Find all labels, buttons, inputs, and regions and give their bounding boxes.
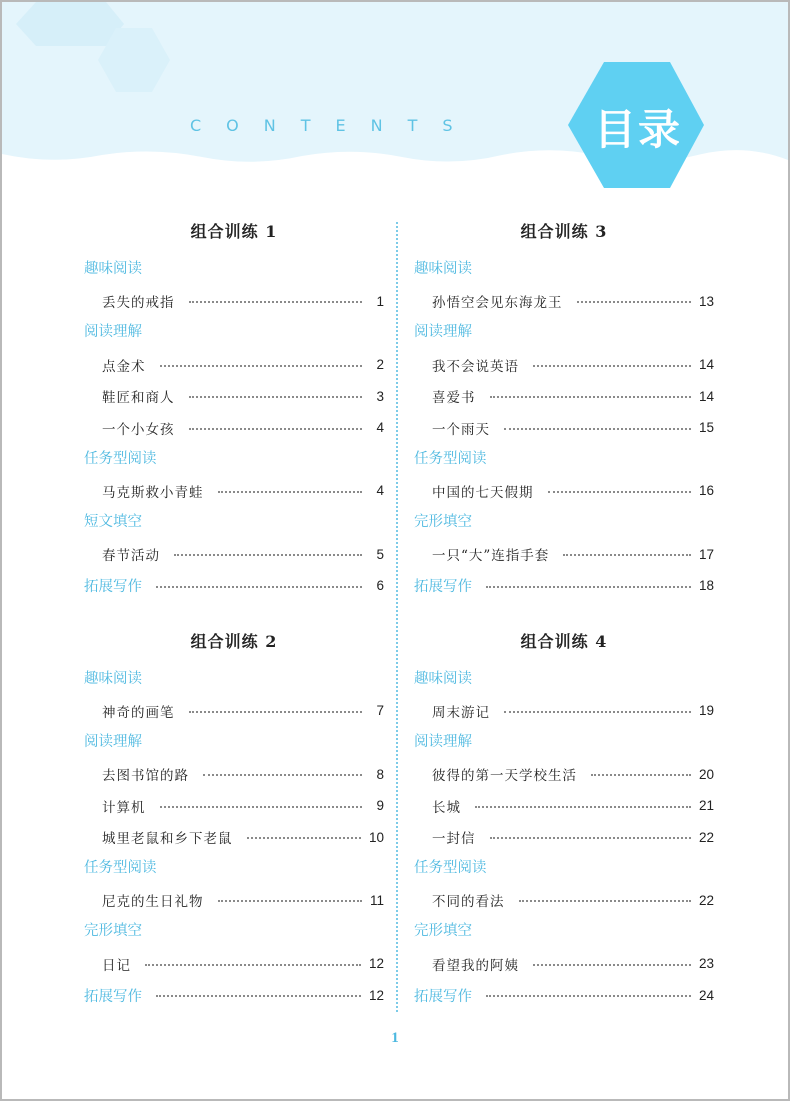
- dot-leader: [475, 806, 691, 808]
- entry-page-number: 18: [698, 578, 714, 594]
- toc-entry[interactable]: [84, 538, 384, 570]
- entry-title: 春节活动: [102, 548, 160, 565]
- section-heading: 阅读理解: [84, 324, 142, 341]
- section-heading: 阅读理解: [414, 324, 472, 341]
- section-heading: 趣味阅读: [84, 670, 142, 687]
- section-heading: 完形填空: [84, 923, 142, 940]
- entry-title: 日记: [102, 957, 131, 974]
- section-heading: 任务型阅读: [84, 450, 157, 467]
- toc-entry[interactable]: [414, 570, 714, 602]
- toc-entry[interactable]: [84, 790, 384, 822]
- entry-page-number: 11: [369, 892, 384, 908]
- entry-page-number: 3: [376, 388, 384, 404]
- section-heading: 趣味阅读: [84, 261, 142, 277]
- toc-left-column: [84, 210, 384, 1011]
- dot-leader: [189, 428, 363, 430]
- section-heading: 任务型阅读: [414, 860, 487, 877]
- toc-entry[interactable]: [84, 380, 384, 412]
- entry-title: 中国的七天假期: [432, 484, 534, 501]
- entry-title: 城里老鼠和乡下老鼠: [102, 831, 233, 848]
- entry-title: 喜爱书: [432, 390, 476, 407]
- group-title: 组合训练 2: [190, 631, 278, 651]
- section-heading: 任务型阅读: [414, 450, 487, 467]
- dot-leader: [504, 428, 691, 430]
- dot-leader: [156, 586, 362, 588]
- entry-title: 鞋匠和商人: [102, 390, 175, 407]
- dot-leader: [533, 964, 691, 966]
- entry-title: 点金术: [102, 358, 146, 375]
- dot-leader: [490, 396, 691, 398]
- dot-leader: [533, 365, 691, 367]
- entry-page-number: 15: [698, 420, 714, 436]
- entry-page-number: 10: [368, 829, 384, 845]
- entry-title: 彼得的第一天学校生活: [432, 768, 577, 785]
- entry-page-number: 17: [698, 546, 714, 562]
- group-title: 组合训练 4: [520, 631, 608, 651]
- entry-title: 尼克的生日礼物: [102, 894, 204, 911]
- entry-title: 一个小女孩: [102, 421, 175, 438]
- toc-entry[interactable]: [414, 412, 714, 444]
- toc-entry[interactable]: [414, 286, 714, 318]
- toc-entry[interactable]: [84, 286, 384, 318]
- column-divider: [396, 222, 398, 1012]
- section-heading: 完形填空: [414, 923, 472, 940]
- dot-leader: [591, 774, 691, 776]
- entry-title: 长城: [432, 799, 461, 816]
- toc-entry[interactable]: [414, 790, 714, 822]
- section-heading: 趣味阅读: [414, 670, 472, 687]
- section-heading: 阅读理解: [414, 733, 472, 750]
- entry-page-number: 16: [698, 483, 714, 499]
- entry-page-number: 21: [698, 798, 714, 814]
- header-banner: [2, 2, 788, 192]
- section-heading: 趣味阅读: [414, 261, 472, 277]
- entry-page-number: 4: [376, 420, 384, 436]
- toc-entry[interactable]: [84, 758, 384, 790]
- entry-title: 拓展写作: [84, 988, 142, 1005]
- dot-leader: [247, 837, 361, 839]
- dot-leader: [156, 995, 361, 997]
- entry-page-number: 19: [698, 703, 714, 719]
- entry-page-number: 12: [368, 956, 384, 972]
- dot-leader: [577, 301, 691, 303]
- dot-leader: [189, 301, 363, 303]
- toc-entry[interactable]: [414, 979, 714, 1011]
- contents-label: CONTENTS: [190, 116, 478, 135]
- entry-title: 不同的看法: [432, 894, 505, 911]
- entry-page-number: 14: [698, 388, 714, 404]
- dot-leader: [519, 900, 691, 902]
- toc-entry[interactable]: [84, 475, 384, 507]
- entry-title: 拓展写作: [414, 579, 472, 596]
- section-heading: 完形填空: [414, 513, 472, 530]
- entry-title: 看望我的阿姨: [432, 957, 519, 974]
- entry-page-number: 13: [698, 293, 714, 309]
- entry-title: 计算机: [102, 799, 146, 816]
- entry-title: 拓展写作: [84, 579, 142, 596]
- entry-page-number: 12: [368, 987, 384, 1003]
- dot-leader: [189, 711, 363, 713]
- toc-entry[interactable]: [414, 538, 714, 570]
- section-heading: 阅读理解: [84, 733, 142, 750]
- entry-page-number: 5: [376, 546, 384, 562]
- entry-title: 神奇的画笔: [102, 704, 175, 721]
- entry-title: 拓展写作: [414, 988, 472, 1005]
- dot-leader: [174, 554, 362, 556]
- toc-entry[interactable]: [414, 822, 714, 854]
- dot-leader: [504, 711, 691, 713]
- toc-entry[interactable]: [414, 380, 714, 412]
- toc-entry[interactable]: [414, 349, 714, 381]
- dot-leader: [160, 806, 363, 808]
- page-number: 1: [391, 1030, 399, 1046]
- toc-entry[interactable]: [84, 948, 384, 980]
- entry-page-number: 9: [376, 798, 384, 814]
- entry-title: 周末游记: [432, 704, 490, 721]
- toc-entry[interactable]: [84, 822, 384, 854]
- entry-page-number: 8: [376, 766, 384, 782]
- entry-page-number: 20: [698, 766, 714, 782]
- dot-leader: [486, 586, 691, 588]
- dot-leader: [203, 774, 362, 776]
- section-heading: 任务型阅读: [84, 860, 157, 877]
- toc-entry[interactable]: [84, 695, 384, 727]
- entry-title: 一只“大”连指手套: [432, 548, 550, 565]
- entry-title: 我不会说英语: [432, 358, 519, 375]
- toc-entry[interactable]: [84, 570, 384, 602]
- group-title: 组合训练 3: [520, 222, 608, 241]
- entry-page-number: 24: [698, 987, 714, 1003]
- toc-entry[interactable]: [414, 885, 714, 917]
- entry-page-number: 2: [376, 357, 384, 373]
- entry-page-number: 14: [698, 357, 714, 373]
- entry-page-number: 22: [698, 892, 714, 908]
- toc-entry[interactable]: [84, 412, 384, 444]
- section-heading: 短文填空: [84, 513, 142, 530]
- toc-right-column: [414, 210, 714, 1011]
- dot-leader: [218, 900, 362, 902]
- entry-title: 孙悟空会见东海龙王: [432, 295, 563, 312]
- toc-entry[interactable]: [84, 979, 384, 1011]
- dot-leader: [490, 837, 691, 839]
- dot-leader: [218, 491, 363, 493]
- toc-entry[interactable]: [84, 349, 384, 381]
- page-title: 目录: [593, 104, 682, 154]
- toc-entry[interactable]: [414, 758, 714, 790]
- entry-page-number: 1: [376, 293, 384, 309]
- entry-page-number: 22: [698, 829, 714, 845]
- entry-page-number: 6: [376, 578, 384, 594]
- dot-leader: [145, 964, 361, 966]
- entry-title: 一个雨天: [432, 421, 490, 438]
- decor-hexagon-large: [16, 2, 124, 46]
- entry-page-number: 23: [698, 956, 714, 972]
- dot-leader: [563, 554, 691, 556]
- toc-entry[interactable]: [84, 885, 384, 917]
- toc-entry[interactable]: [414, 475, 714, 507]
- toc-entry[interactable]: [414, 948, 714, 980]
- dot-leader: [189, 396, 363, 398]
- entry-title: 马克斯救小青蛙: [102, 484, 204, 501]
- entry-title: 丢失的戒指: [102, 295, 175, 312]
- entry-page-number: 7: [376, 703, 384, 719]
- dot-leader: [548, 491, 691, 493]
- entry-title: 一封信: [432, 831, 476, 848]
- group-title: 组合训练 1: [190, 222, 278, 241]
- entry-page-number: 4: [376, 483, 384, 499]
- entry-title: 去图书馆的路: [102, 768, 189, 785]
- dot-leader: [486, 995, 691, 997]
- dot-leader: [160, 365, 363, 367]
- toc-entry[interactable]: [414, 695, 714, 727]
